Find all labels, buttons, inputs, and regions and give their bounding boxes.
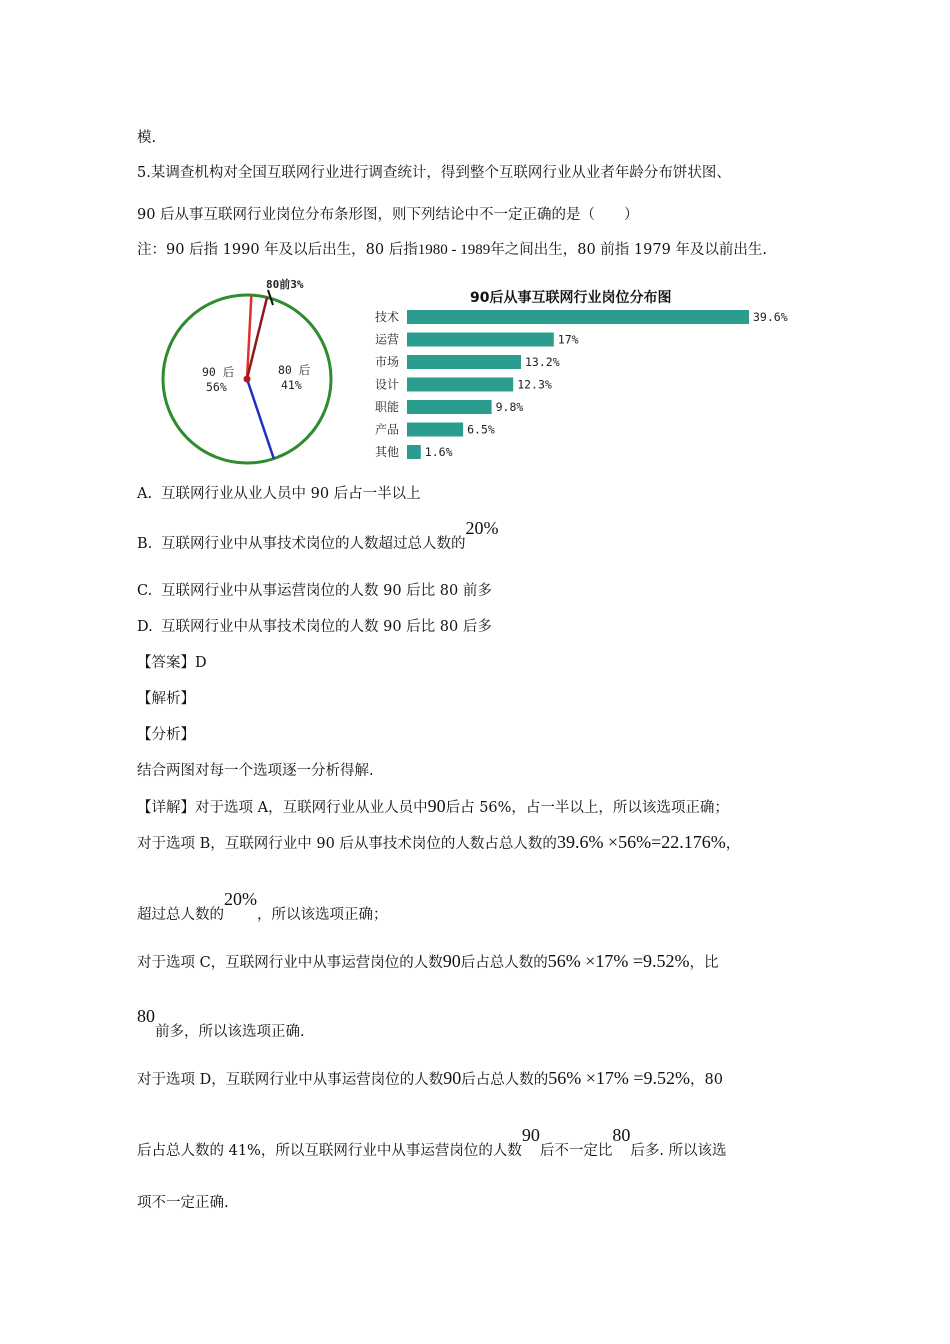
- detail-c: [137, 951, 719, 973]
- bar-category-label: 产品: [375, 422, 400, 437]
- detail-b2: [137, 889, 388, 925]
- option-b-text: 互联网行业中从事技术岗位的人数超过总人数的: [161, 536, 466, 552]
- detail-a-text2: 后占 56%，占一半以上，所以该选项正确；: [445, 800, 729, 816]
- bar-value-label: 1.6%: [424, 445, 453, 459]
- question-intro-line2: 90 后从事互联网行业岗位分布条形图，则下列结论中不一定正确的是（ ）: [137, 207, 639, 223]
- detail-d2-80: 80: [612, 1125, 631, 1145]
- note-range: 1980 - 1989: [417, 242, 491, 258]
- option-c-label: C.: [137, 583, 153, 599]
- bar: [407, 423, 463, 437]
- fenxi-text: 结合两图对每一个选项逐一分析得解.: [137, 763, 374, 779]
- pie-label-pre80: 80前3%: [266, 278, 304, 291]
- bar: [407, 355, 521, 369]
- bar-category-label: 技术: [375, 310, 400, 324]
- question-intro-line1: 5.某调查机构对全国互联网行业进行调查统计，得到整个互联网行业从业者年龄分布饼状图、: [137, 165, 731, 181]
- bar-chart-title: 90后从事互联网行业岗位分布图: [470, 290, 672, 306]
- detail-c-90: 90: [442, 951, 461, 971]
- detail-d2-text1: 后占总人数的 41%，所以互联网行业中从事运营岗位的人数: [137, 1143, 522, 1159]
- detail-d2-90: 90: [521, 1125, 540, 1145]
- detail-b2-percent: 20%: [224, 889, 257, 909]
- pie-label-80: 80 后: [278, 363, 311, 377]
- option-d-text: 互联网行业中从事技术岗位的人数 90 后比 80 后多: [161, 619, 492, 635]
- bar: [407, 378, 513, 392]
- detail-d3: 项不一定正确.: [137, 1195, 229, 1211]
- detail-b: [137, 832, 740, 854]
- detail-d-90: 90: [443, 1068, 462, 1088]
- bar-category-label: 市场: [375, 355, 400, 369]
- detail-c-formula: 56% ×17% =9.52%: [547, 951, 690, 971]
- detail-c2: [137, 1006, 305, 1042]
- option-b: [137, 518, 499, 554]
- detail-d2: [137, 1125, 727, 1161]
- bar: [407, 310, 749, 324]
- bar-value-label: 39.6%: [753, 310, 788, 324]
- detail-d-text3: ，80: [690, 1072, 723, 1088]
- figure: [160, 275, 800, 470]
- bar-value-label: 9.8%: [495, 400, 524, 414]
- detail-c-text1: 对于选项 C，互联网行业中从事运营岗位的人数: [137, 955, 443, 971]
- option-b-percent: 20%: [465, 518, 499, 538]
- analysis-heading: 【解析】: [137, 691, 195, 707]
- detail-c-text3: ，比: [689, 955, 719, 971]
- answer-line: 【答案】D: [137, 655, 207, 671]
- bar-value-label: 13.2%: [525, 355, 560, 369]
- detail-a-90: 90: [427, 796, 446, 816]
- detail-b-formula: 39.6% ×56%=22.176%: [556, 832, 726, 852]
- detail-b-text1: 对于选项 B，互联网行业中 90 后从事技术岗位的人数占总人数的: [137, 836, 557, 852]
- charts-svg: [160, 275, 800, 470]
- detail-c2-text: 前多，所以该选项正确.: [155, 1024, 305, 1040]
- bar-category-label: 职能: [375, 400, 400, 414]
- continued-text: 模.: [137, 130, 157, 146]
- detail-a: [137, 796, 729, 818]
- detail-d-text1: 对于选项 D，互联网行业中从事运营岗位的人数: [137, 1072, 444, 1088]
- fenxi-heading: 【分析】: [137, 727, 195, 743]
- option-a: [137, 484, 421, 504]
- bar: [407, 400, 492, 414]
- note-text-2: 年之间出生，80 前指 1979 年及以前出生.: [490, 242, 768, 258]
- detail-c2-80: 80: [137, 1006, 155, 1026]
- bar: [407, 445, 421, 459]
- bar-value-label: 6.5%: [467, 422, 495, 437]
- detail-d2-text2: 后不一定比: [539, 1143, 613, 1159]
- detail-b2-text2: ，所以该选项正确；: [257, 907, 388, 923]
- bar-category-label: 设计: [375, 377, 400, 392]
- detail-d2-text3: 后多. 所以该选: [630, 1143, 727, 1159]
- bar-value-label: 12.3%: [517, 377, 552, 392]
- detail-d: [137, 1068, 723, 1090]
- detail-c-text2: 后占总人数的: [460, 955, 548, 971]
- detail-b2-text1: 超过总人数的: [137, 907, 224, 923]
- note-line: [137, 240, 767, 260]
- detail-b-end: ，: [725, 836, 741, 852]
- bar-chart: [375, 289, 788, 459]
- bar: [407, 333, 554, 347]
- pie-center: [244, 376, 251, 383]
- bar-value-label: 17%: [557, 332, 579, 347]
- detail-d-text2: 后占总人数的: [461, 1072, 549, 1088]
- note-text-1: 注：90 后指 1990 年及以后出生，80 后指: [137, 242, 418, 258]
- option-b-label: B.: [137, 536, 153, 552]
- bar-category-label: 运营: [375, 332, 400, 347]
- pie-chart: [163, 277, 331, 463]
- option-a-text: 互联网行业从业人员中 90 后占一半以上: [161, 486, 421, 502]
- option-d-label: D.: [137, 619, 153, 635]
- pie-value-90: 56%: [206, 380, 227, 394]
- option-c: [137, 581, 492, 601]
- pie-divider-pre80: [247, 379, 274, 459]
- detail-d-formula: 56% ×17% =9.52%: [548, 1068, 691, 1088]
- option-a-label: A.: [137, 486, 153, 502]
- pie-value-80: 41%: [281, 378, 302, 392]
- detail-a-text1: 【详解】对于选项 A，互联网行业从业人员中: [137, 800, 428, 816]
- option-c-text: 互联网行业中从事运营岗位的人数 90 后比 80 前多: [161, 583, 492, 599]
- bar-category-label: 其他: [375, 445, 400, 459]
- pie-label-90: 90 后: [202, 365, 235, 379]
- option-d: [137, 617, 492, 637]
